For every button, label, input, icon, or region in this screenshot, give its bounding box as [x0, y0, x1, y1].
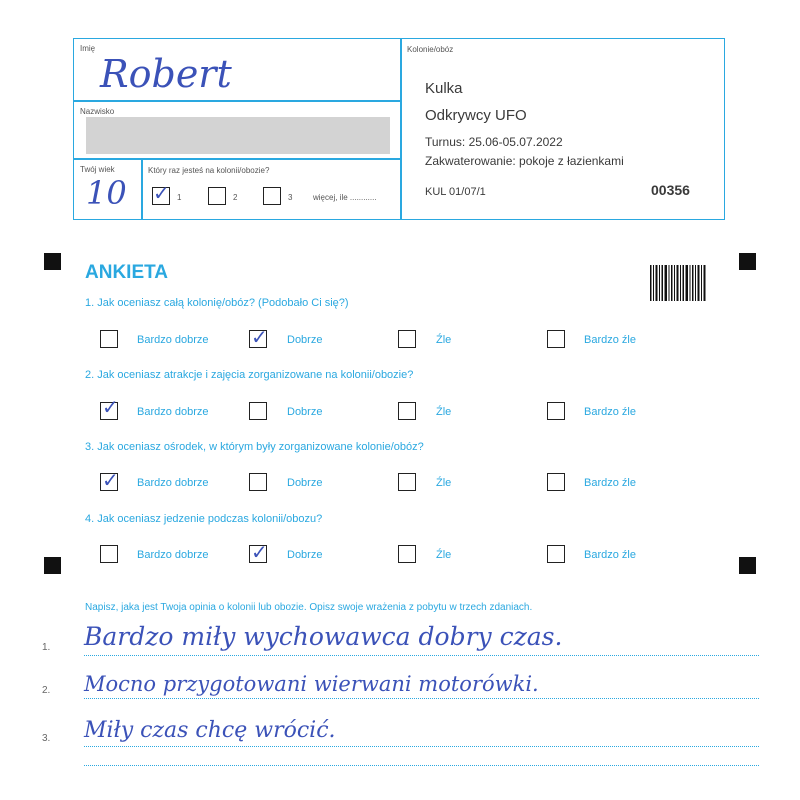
camp-name: Kulka	[425, 80, 463, 97]
writing-line	[84, 655, 759, 656]
option-label: Bardzo źle	[584, 477, 636, 489]
survey-title: ANKIETA	[85, 262, 169, 283]
option-label: Dobrze	[287, 549, 323, 561]
form-number: 00356	[651, 182, 690, 198]
registration-mark	[739, 253, 756, 270]
question-4: 4. Jak oceniasz jedzenie podczas kolonii/obozu?	[85, 513, 323, 525]
option-label: Bardzo dobrze	[137, 549, 209, 561]
q3-option-bardzo-zle-checkbox[interactable]	[547, 473, 565, 491]
header-rule	[73, 100, 400, 102]
times-option-label: 3	[288, 193, 293, 202]
surname-label: Nazwisko	[80, 107, 115, 116]
turnus: Turnus: 25.06-05.07.2022	[425, 135, 563, 149]
name-label: Imię	[80, 44, 96, 53]
registration-mark	[44, 557, 61, 574]
option-label: Bardzo dobrze	[137, 477, 209, 489]
times-more-label: więcej, ile ............	[313, 193, 377, 202]
option-label: Dobrze	[287, 477, 323, 489]
q2-option-bardzo-dobrze-checkbox[interactable]: ✓	[102, 395, 119, 419]
option-label: Bardzo dobrze	[137, 334, 209, 346]
times-label: Który raz jesteś na kolonii/obozie?	[148, 166, 270, 175]
option-label: Dobrze	[287, 334, 323, 346]
times-option-label: 2	[233, 193, 238, 202]
camp-theme: Odkrywcy UFO	[425, 107, 527, 124]
q3-option-zle-checkbox[interactable]	[398, 473, 416, 491]
times-checkbox-2[interactable]	[208, 187, 226, 205]
writing-line	[84, 746, 759, 747]
registration-mark	[739, 557, 756, 574]
q4-option-bardzo-dobrze-checkbox[interactable]	[100, 545, 118, 563]
accommodation: Zakwaterowanie: pokoje z łazienkami	[425, 154, 624, 168]
q2-option-bardzo-zle-checkbox[interactable]	[547, 402, 565, 420]
writing-line	[84, 698, 759, 699]
q4-option-bardzo-zle-checkbox[interactable]	[547, 545, 565, 563]
question-2: 2. Jak oceniasz atrakcje i zajęcia zorganizowane na kolonii/obozie?	[85, 369, 414, 381]
opinion-prompt: Napisz, jaka jest Twoja opinia o kolonii lub obozie. Opisz swoje wrażenia z pobytu w trzech zdaniach.	[85, 602, 533, 613]
q3-option-dobrze-checkbox[interactable]	[249, 473, 267, 491]
camp-label: Kolonie/obóz	[407, 45, 454, 54]
q1-option-dobrze-checkbox[interactable]: ✓	[251, 325, 268, 349]
q2-option-zle-checkbox[interactable]	[398, 402, 416, 420]
registration-mark	[44, 253, 61, 270]
option-label: Źle	[436, 549, 452, 561]
header-divider	[141, 158, 143, 220]
option-label: Dobrze	[287, 406, 323, 418]
option-label: Źle	[436, 406, 452, 418]
line-number: 2.	[42, 685, 51, 696]
surname-redaction	[86, 117, 390, 154]
q1-option-zle-checkbox[interactable]	[398, 330, 416, 348]
option-label: Bardzo dobrze	[137, 406, 209, 418]
line-number: 1.	[42, 642, 51, 653]
question-3: 3. Jak oceniasz ośrodek, w którym były zorganizowane kolonie/obóz?	[85, 441, 424, 453]
writing-line	[84, 765, 759, 766]
line-number: 3.	[42, 733, 51, 744]
age-label: Twój wiek	[80, 165, 115, 174]
times-option-label: 1	[177, 193, 182, 202]
name-value: Robert	[100, 52, 232, 96]
q3-option-bardzo-dobrze-checkbox[interactable]: ✓	[102, 468, 119, 492]
option-label: Źle	[436, 334, 452, 346]
q4-option-zle-checkbox[interactable]	[398, 545, 416, 563]
q4-option-dobrze-checkbox[interactable]: ✓	[251, 540, 268, 564]
camp-code: KUL 01/07/1	[425, 186, 486, 198]
q1-option-bardzo-zle-checkbox[interactable]	[547, 330, 565, 348]
option-label: Bardzo źle	[584, 549, 636, 561]
age-value: 10	[86, 174, 127, 212]
header-divider	[400, 38, 402, 220]
times-checkbox-3[interactable]	[263, 187, 281, 205]
option-label: Źle	[436, 477, 452, 489]
option-label: Bardzo źle	[584, 334, 636, 346]
header-rule	[73, 158, 400, 160]
barcode	[650, 265, 706, 301]
question-1: 1. Jak oceniasz całą kolonię/obóz? (Podobało Ci się?)	[85, 297, 349, 309]
option-label: Bardzo źle	[584, 406, 636, 418]
opinion-line-1[interactable]: Bardzo miły wychowawca dobry czas.	[84, 622, 563, 651]
times-checkbox-1[interactable]: ✓	[153, 181, 170, 205]
opinion-line-2[interactable]: Mocno przygotowani wierwani motorówki.	[84, 672, 539, 696]
q2-option-dobrze-checkbox[interactable]	[249, 402, 267, 420]
opinion-line-3[interactable]: Miły czas chcę wrócić.	[84, 718, 336, 743]
q1-option-bardzo-dobrze-checkbox[interactable]	[100, 330, 118, 348]
